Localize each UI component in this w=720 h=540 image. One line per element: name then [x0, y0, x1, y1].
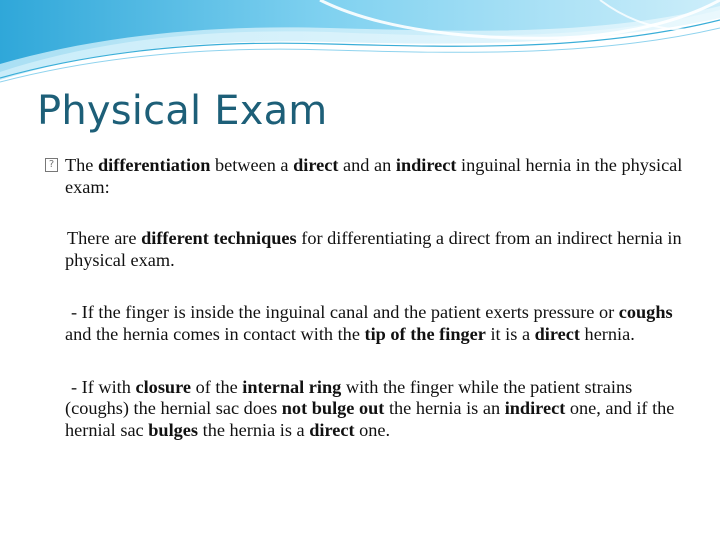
bullet-paragraph — [45, 155, 685, 198]
bold-run: tip of the finger — [364, 323, 486, 344]
bold-run: direct — [309, 419, 355, 440]
square-bullet-icon: ? — [45, 158, 58, 172]
intro-paragraph — [45, 228, 685, 271]
bold-run: different techniques — [141, 228, 297, 249]
text-run: There are — [67, 228, 142, 249]
text-run: inguinal hernia in the physical exam: — [65, 155, 683, 197]
bold-run: closure — [135, 376, 191, 397]
text-run: and an — [338, 155, 396, 175]
bold-run: coughs — [618, 302, 673, 323]
text-run: with the finger while the patient strains (coughs) the hernial sac does — [65, 376, 633, 419]
text-run: and the hernia comes in contact with the — [65, 323, 365, 344]
bold-run: indirect — [504, 398, 566, 419]
bold-run: bulges — [148, 419, 199, 440]
text-run: one, and if the hernial sac — [65, 398, 675, 440]
slide-body — [45, 155, 685, 441]
text-run: hernia. — [579, 323, 635, 344]
bold-run: differentiation — [98, 155, 211, 175]
bold-run: not bulge out — [281, 398, 385, 419]
text-run: The — [65, 155, 98, 175]
text-run: the hernia is an — [384, 398, 505, 419]
direct-hernia-paragraph — [45, 302, 685, 345]
slide-title: Physical Exam — [37, 88, 328, 134]
indirect-hernia-paragraph — [45, 377, 685, 442]
text-run: of the — [191, 376, 243, 397]
text-run: the hernia is a — [198, 419, 310, 440]
bold-run: internal ring — [242, 376, 342, 397]
text-run: - If the finger is inside the inguinal canal and the patient exerts pressure or — [71, 302, 619, 323]
text-run: between a — [210, 155, 294, 175]
text-run: it is a — [485, 323, 535, 344]
text-run: - If with — [71, 376, 136, 397]
bold-run: direct — [293, 155, 339, 175]
text-run: for differentiating a direct from an indirect hernia in physical exam. — [65, 228, 682, 270]
bold-run: indirect — [395, 155, 457, 175]
bold-run: direct — [534, 323, 580, 344]
text-run: one. — [354, 419, 391, 440]
